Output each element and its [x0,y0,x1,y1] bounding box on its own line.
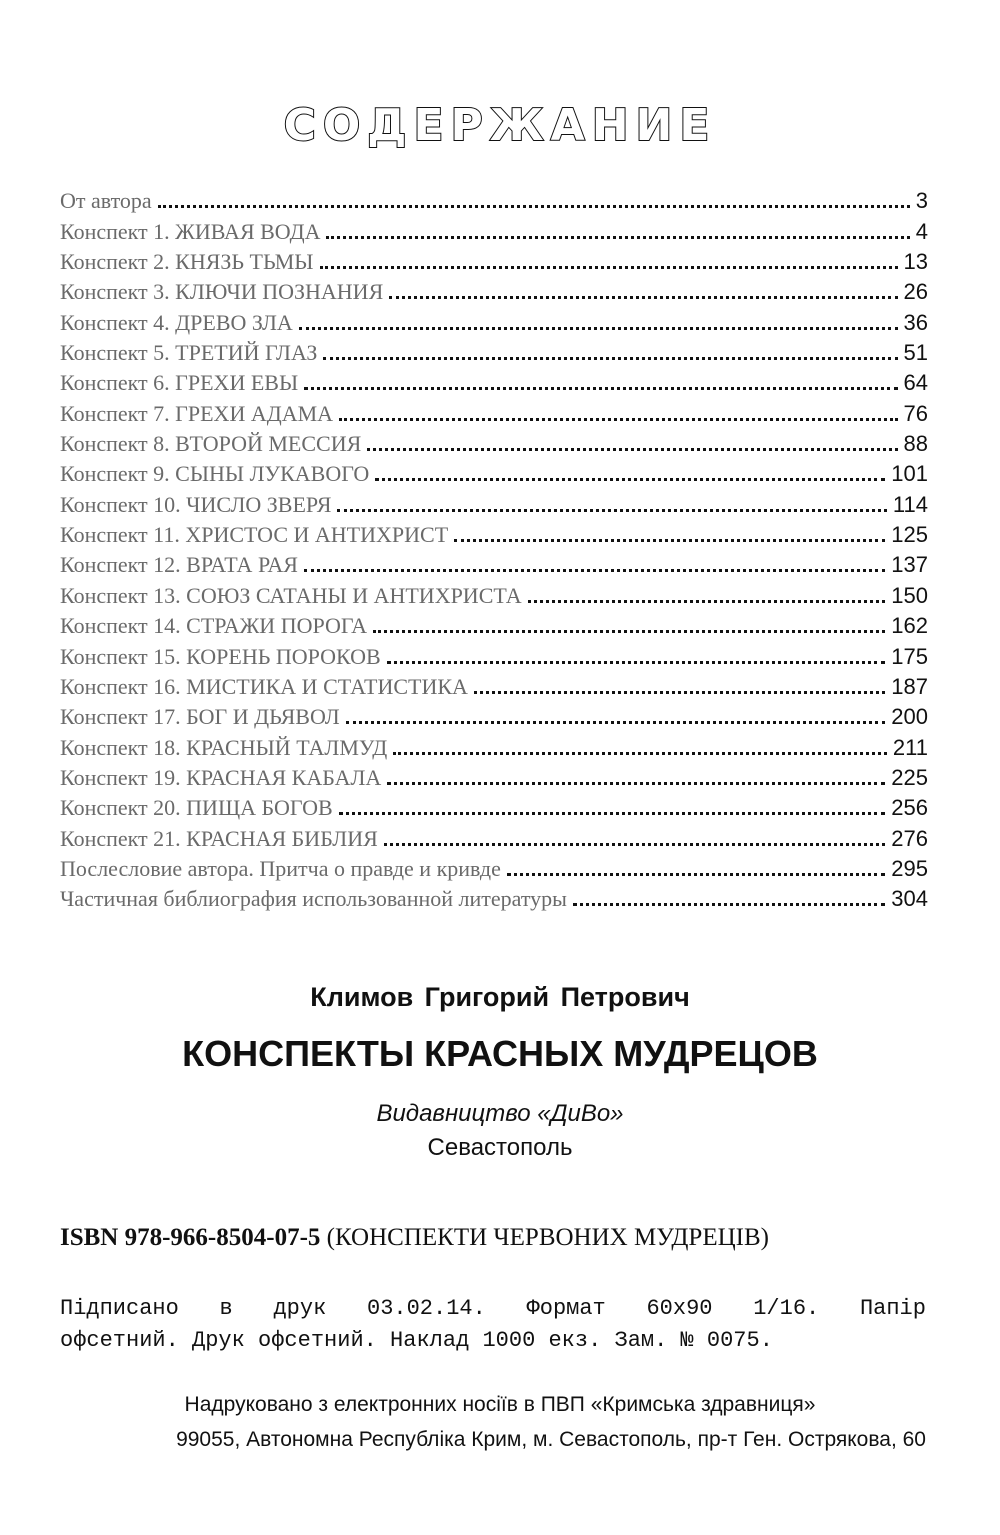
toc-entry-label: Конспект 12. ВРАТА РАЯ [60,552,298,578]
toc-leader-dots [373,630,885,633]
toc-entry [60,396,928,426]
toc-entry-page: 225 [891,764,928,790]
print-info-word: в [219,1296,233,1321]
page-title: СОДЕРЖАНИЕ [283,100,717,151]
toc-entry [60,184,928,214]
isbn-note: (КОНСПЕКТИ ЧЕРВОНИХ МУДРЕЦІВ) [326,1224,769,1251]
print-info-word: 03.02.14. [367,1296,486,1321]
printer-info: Надруковано з електронних носіїв в ПВП «Кримська здравниця» [184,1393,816,1416]
toc-entry [60,518,928,548]
toc-entry-page: 51 [903,340,928,366]
printer-address: 99055, Автономна Республіка Крим, м. Севастополь, пр-т Ген. Острякова, 60 [176,1428,926,1451]
toc-entry-label: Послесловие автора. Притча о правде и кривде [60,855,501,881]
toc-leader-dots [454,539,885,542]
toc-leader-dots [299,327,898,330]
toc-entry [60,852,928,882]
toc-entry [60,245,928,275]
publisher-city: Севастополь [427,1134,573,1161]
toc-entry [60,761,928,791]
toc-entry-page: 13 [903,249,928,275]
toc-entry-page: 276 [891,825,928,851]
toc-leader-dots [387,661,886,664]
toc-entry-page: 304 [891,886,928,912]
toc-entry [60,578,928,608]
toc-entry-label: Конспект 9. СЫНЫ ЛУКАВОГО [60,461,370,487]
toc-entry-page: 295 [891,855,928,881]
toc-entry [60,487,928,517]
toc-entry [60,882,928,912]
print-info-word: друк [273,1296,327,1321]
toc-entry [60,336,928,366]
toc-entry-label: Конспект 4. ДРЕВО ЗЛА [60,309,293,335]
toc-entry-page: 211 [892,734,928,760]
toc-entry [60,609,928,639]
toc-leader-dots [304,387,897,390]
toc-entry-label: Конспект 16. МИСТИКА И СТАТИСТИКА [60,673,468,699]
isbn-line [60,1224,769,1252]
toc-entry-label: Конспект 1. ЖИВАЯ ВОДА [60,218,321,244]
toc-entry-page: 4 [915,218,928,244]
toc-entry-page: 64 [903,370,928,396]
publisher-name: Видавництво «ДиВо» [376,1100,624,1127]
toc-entry-page: 125 [891,522,928,548]
toc-entry [60,548,928,578]
toc-leader-dots [158,205,910,208]
toc-leader-dots [323,357,897,360]
toc-entry-page: 76 [903,400,928,426]
toc-entry-label: Конспект 15. КОРЕНЬ ПОРОКОВ [60,643,381,669]
toc-entry-label: Конспект 11. ХРИСТОС И АНТИХРИСТ [60,522,449,548]
toc-entry-label: Конспект 19. КРАСНАЯ КАБАЛА [60,764,382,790]
toc-leader-dots [304,569,885,572]
print-info-word: 60x90 [646,1296,713,1321]
toc-entry-page: 101 [891,461,928,487]
toc-leader-dots [339,418,897,421]
toc-leader-dots [367,448,897,451]
toc-entry-page: 200 [891,704,928,730]
toc-entry-page: 26 [903,279,928,305]
toc-entry-page: 187 [891,673,928,699]
toc-leader-dots [389,296,897,299]
toc-entry-page: 162 [891,613,928,639]
print-info-line-2: офсетний. Друк офсетний. Наклад 1000 екз. Зам. № 0075. [60,1328,773,1353]
toc-entry-label: Конспект 13. СОЮЗ САТАНЫ И АНТИХРИСТА [60,582,522,608]
toc-leader-dots [320,266,898,269]
toc-entry-page: 114 [892,491,928,517]
print-info-word: Підписано [60,1296,179,1321]
print-info-line-1 [60,1293,926,1325]
toc-entry-label: Конспект 10. ЧИСЛО ЗВЕРЯ [60,491,332,517]
toc-leader-dots [393,752,887,755]
toc-leader-dots [339,812,886,815]
toc-entry-page: 3 [915,188,928,214]
toc-entry [60,275,928,305]
toc-entry-page: 150 [891,582,928,608]
print-info-word: Формат [526,1296,606,1321]
toc-entry-label: Конспект 5. ТРЕТИЙ ГЛАЗ [60,340,318,366]
toc-entry-page: 175 [891,643,928,669]
toc-entry [60,730,928,760]
toc-leader-dots [474,691,885,694]
author-name: Климов Григорий Петрович [310,982,690,1012]
toc-entry [60,214,928,244]
toc-entry-label: Частичная библиография использованной литературы [60,886,567,912]
toc-entry-label: Конспект 20. ПИЩА БОГОВ [60,795,333,821]
toc-entry [60,427,928,457]
book-title: КОНСПЕКТЫ КРАСНЫХ МУДРЕЦОВ [182,1033,818,1074]
toc-leader-dots [387,782,885,785]
toc-entry-label: Конспект 14. СТРАЖИ ПОРОГА [60,613,368,639]
toc-entry-label: От автора [60,188,152,214]
toc-leader-dots [326,236,909,239]
toc-entry-label: Конспект 7. ГРЕХИ АДАМА [60,400,334,426]
toc-entry [60,457,928,487]
toc-entry-page: 137 [891,552,928,578]
toc-entry-page: 36 [903,309,928,335]
toc-entry [60,821,928,851]
toc-entry [60,639,928,669]
toc-entry [60,791,928,821]
toc-leader-dots [375,478,885,481]
toc-entry-label: Конспект 17. БОГ И ДЬЯВОЛ [60,704,340,730]
toc-leader-dots [573,903,885,906]
print-info-word: 1/16. [753,1296,820,1321]
isbn-number: ISBN 978-966-8504-07-5 [60,1224,321,1251]
print-info [60,1293,926,1357]
toc-entry-page: 256 [891,795,928,821]
toc-leader-dots [346,721,886,724]
toc-entry [60,305,928,335]
table-of-contents [60,184,928,912]
toc-entry-label: Конспект 8. ВТОРОЙ МЕССИЯ [60,431,362,457]
toc-entry [60,670,928,700]
toc-leader-dots [384,843,886,846]
toc-entry-label: Конспект 3. КЛЮЧИ ПОЗНАНИЯ [60,279,384,305]
toc-entry-label: Конспект 6. ГРЕХИ ЕВЫ [60,370,299,396]
toc-entry [60,700,928,730]
toc-entry [60,366,928,396]
toc-entry-label: Конспект 2. КНЯЗЬ ТЬМЫ [60,249,314,275]
toc-leader-dots [507,873,885,876]
toc-leader-dots [528,600,886,603]
print-info-word: Папір [859,1296,926,1321]
toc-leader-dots [337,509,886,512]
toc-entry-label: Конспект 21. КРАСНАЯ БИБЛИЯ [60,825,378,851]
toc-entry-page: 88 [903,431,928,457]
toc-entry-label: Конспект 18. КРАСНЫЙ ТАЛМУД [60,734,388,760]
